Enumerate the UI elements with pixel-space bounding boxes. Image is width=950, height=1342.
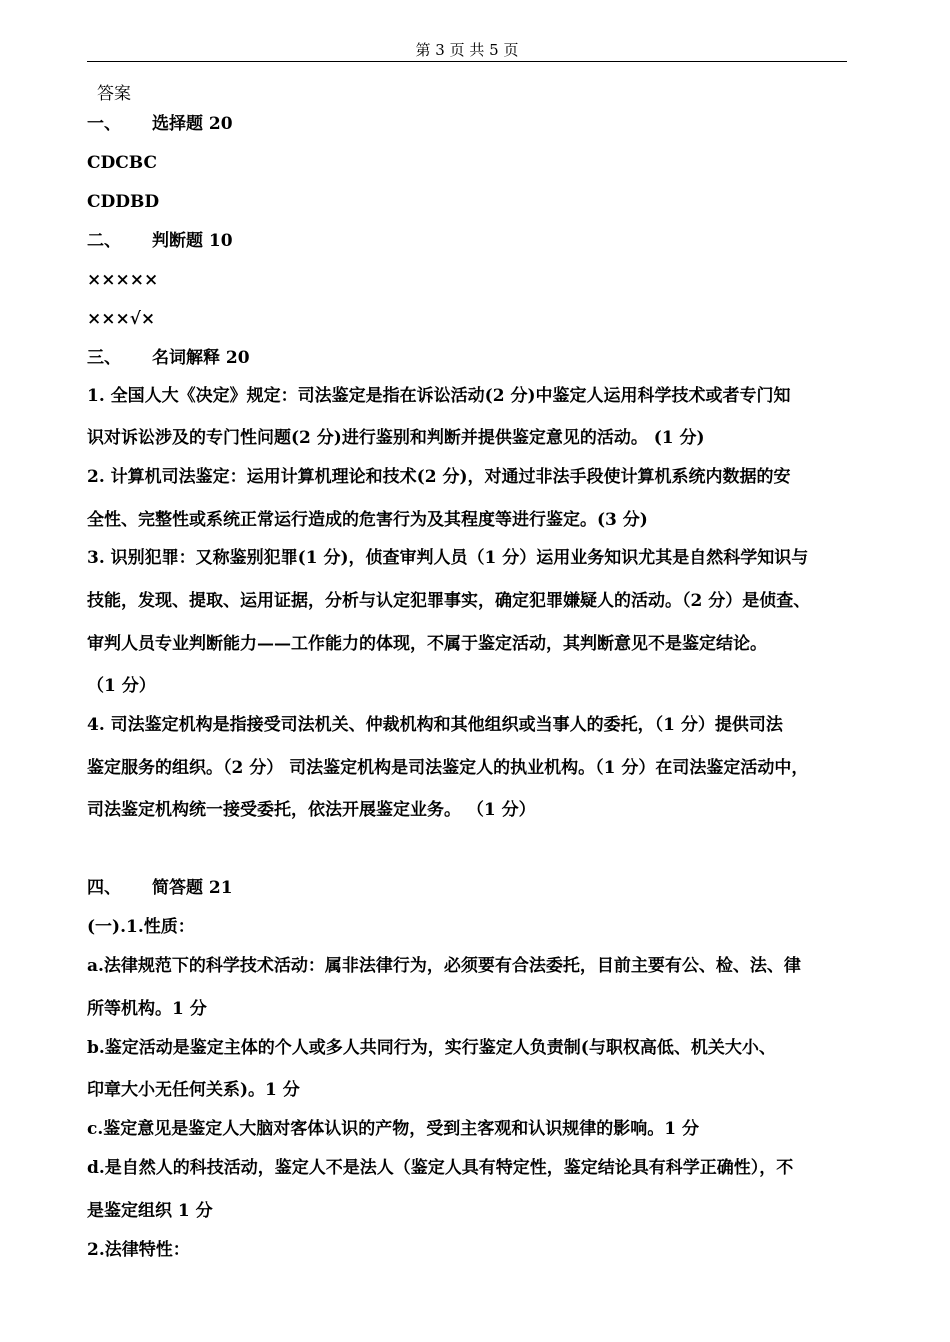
judge-answer-row: ××××× xyxy=(87,270,159,290)
page-number-text: 第 3 页 共 5 页 xyxy=(415,41,519,59)
section-number: 二、 xyxy=(87,231,121,251)
answer-line: c.鉴定意见是鉴定人大脑对客体认识的产物，受到主客观和认识规律的影响。1 分 xyxy=(87,1119,700,1139)
answer-line: a.法律规范下的科学技术活动：属非法律行为，必须要有合法委托，目前主要有公、检、法、律 xyxy=(87,956,801,976)
definition-line: 技能，发现、提取、运用证据，分析与认定犯罪事实，确定犯罪嫌疑人的活动。（2 分）是侦查、 xyxy=(87,591,811,611)
definition-line: 3. 识别犯罪：又称鉴别犯罪(1 分)，侦查审判人员（1 分）运用业务知识尤其是自然科学知识与 xyxy=(87,548,809,568)
header-divider xyxy=(87,61,847,62)
definition-line: 1. 全国人大《决定》规定：司法鉴定是指在诉讼活动(2 分)中鉴定人运用科学技术或者专门知 xyxy=(87,386,791,406)
section-title: 简答题 21 xyxy=(152,878,233,898)
subheading-legal-features: 2.法律特性： xyxy=(87,1240,190,1260)
section-heading-definitions xyxy=(87,346,250,370)
definition-line: 识对诉讼涉及的专门性问题(2 分)进行鉴别和判断并提供鉴定意见的活动。 (1 分) xyxy=(87,428,705,448)
section-title: 判断题 10 xyxy=(152,231,233,251)
definition-line: 司法鉴定机构统一接受委托，依法开展鉴定业务。 （1 分） xyxy=(87,800,536,820)
definition-line: （1 分） xyxy=(87,676,156,696)
section-heading-choice xyxy=(87,112,233,136)
answer-line: b.鉴定活动是鉴定主体的个人或多人共同行为，实行鉴定人负责制(与职权高低、机关大小、 xyxy=(87,1038,776,1058)
definition-line: 审判人员专业判断能力——工作能力的体现，不属于鉴定活动，其判断意见不是鉴定结论。 xyxy=(87,634,767,654)
page-header xyxy=(87,40,847,60)
section-number: 三、 xyxy=(87,348,121,368)
choice-answer-row: CDCBC xyxy=(87,153,158,173)
section-title: 选择题 20 xyxy=(152,114,233,134)
definition-line: 全性、完整性或系统正常运行造成的危害行为及其程度等进行鉴定。(3 分) xyxy=(87,510,648,530)
section-heading-judge xyxy=(87,229,233,253)
answer-line: d.是自然人的科技活动，鉴定人不是法人（鉴定人具有特定性，鉴定结论具有科学正确性），不 xyxy=(87,1158,794,1178)
answer-line: 所等机构。1 分 xyxy=(87,999,207,1019)
definition-line: 4. 司法鉴定机构是指接受司法机关、仲裁机构和其他组织或当事人的委托，（1 分）提供司法 xyxy=(87,715,783,735)
section-number: 一、 xyxy=(87,114,121,134)
section-number: 四、 xyxy=(87,878,121,898)
answer-line: 印章大小无任何关系)。1 分 xyxy=(87,1080,300,1100)
answers-title: 答案 xyxy=(97,84,131,104)
section-heading-short-answer xyxy=(87,876,233,900)
answer-line: 是鉴定组织 1 分 xyxy=(87,1201,213,1221)
judge-answer-row: ×××√× xyxy=(87,309,156,329)
section-title: 名词解释 20 xyxy=(152,348,250,368)
subheading-nature: (一).1.性质： xyxy=(87,917,195,937)
definition-line: 鉴定服务的组织。（2 分） 司法鉴定机构是司法鉴定人的执业机构。（1 分）在司法鉴定活动中， xyxy=(87,758,809,778)
definition-line: 2. 计算机司法鉴定：运用计算机理论和技术(2 分)，对通过非法手段使计算机系统内数据的安 xyxy=(87,467,791,487)
choice-answer-row: CDDBD xyxy=(87,192,160,212)
